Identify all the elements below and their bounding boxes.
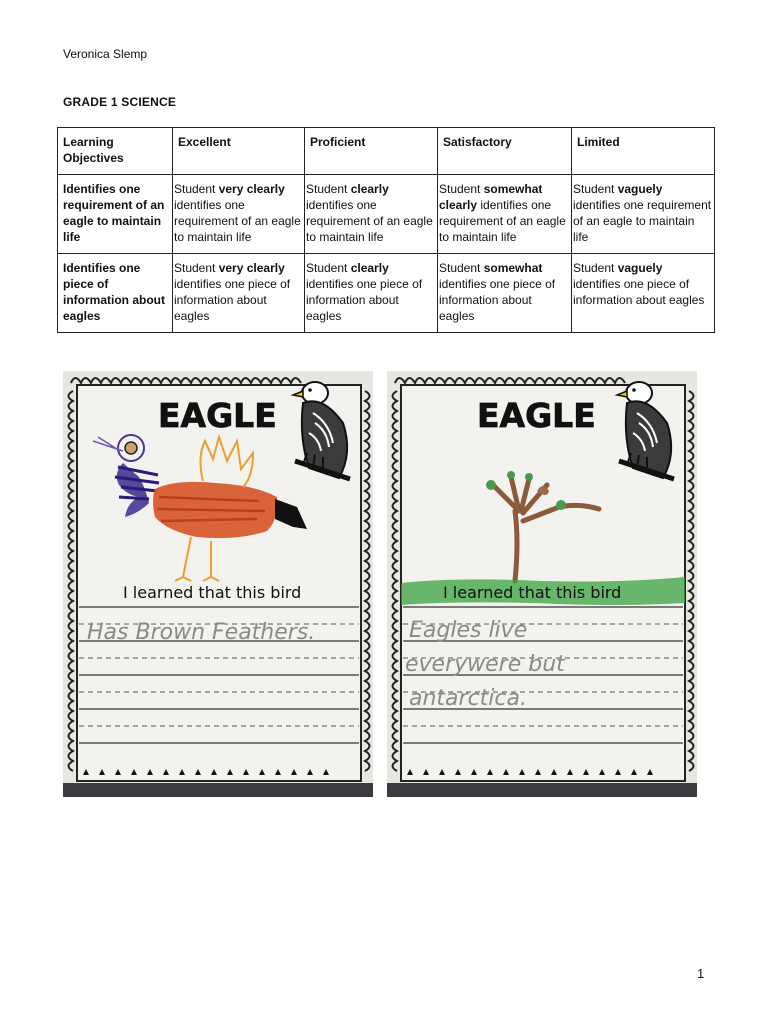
rubric-cell: Student somewhat identifies one piece of information about eagles: [438, 254, 572, 333]
column-header-limited: Limited: [572, 128, 715, 175]
rubric-row: [58, 254, 715, 333]
rubric-header-row: [58, 128, 715, 175]
objective-cell: Identifies one requirement of an eagle to maintain life: [58, 175, 173, 254]
rubric-cell: Student vaguely identifies one piece of information about eagles: [572, 254, 715, 333]
column-header-objectives: Learning Objectives: [58, 128, 173, 175]
rubric-cell: Student very clearly identifies one piece of information about eagles: [173, 254, 305, 333]
author-name: Veronica Slemp: [63, 47, 148, 61]
objective-cell: Identifies one piece of information about eagles: [58, 254, 173, 333]
worksheet-drawing: [387, 371, 697, 797]
handwriting-line: Has Brown Feathers.: [87, 620, 316, 645]
document-title: GRADE 1 SCIENCE: [63, 95, 177, 109]
handwriting-line: Eagles live: [409, 618, 528, 643]
column-header-proficient: Proficient: [305, 128, 438, 175]
page-number: 1: [697, 966, 705, 981]
rubric-table: [57, 127, 715, 333]
rubric-cell: Student clearly identifies one piece of information about eagles: [305, 254, 438, 333]
rubric-row: [58, 175, 715, 254]
rubric-cell: Student vaguely identifies one requirement of an eagle to maintain life: [572, 175, 715, 254]
column-header-satisfactory: Satisfactory: [438, 128, 572, 175]
rubric-cell: Student clearly identifies one requirement of an eagle to maintain life: [305, 175, 438, 254]
worksheet-heading: EAGLE: [477, 396, 596, 435]
worksheet-photo-1: [63, 371, 373, 797]
handwriting-line: everywere but: [405, 652, 565, 677]
worksheet-photo-2: [387, 371, 697, 797]
worksheet-prompt: I learned that this bird: [443, 583, 622, 602]
rubric-cell: Student very clearly identifies one requirement of an eagle to maintain life: [173, 175, 305, 254]
column-header-excellent: Excellent: [173, 128, 305, 175]
handwriting-line: antarctica.: [409, 686, 527, 711]
worksheet-heading: EAGLE: [158, 396, 277, 435]
worksheet-prompt: I learned that this bird: [123, 583, 302, 602]
rubric-cell: Student somewhat clearly identifies one requirement of an eagle to maintain life: [438, 175, 572, 254]
worksheet-drawing: [63, 371, 373, 797]
